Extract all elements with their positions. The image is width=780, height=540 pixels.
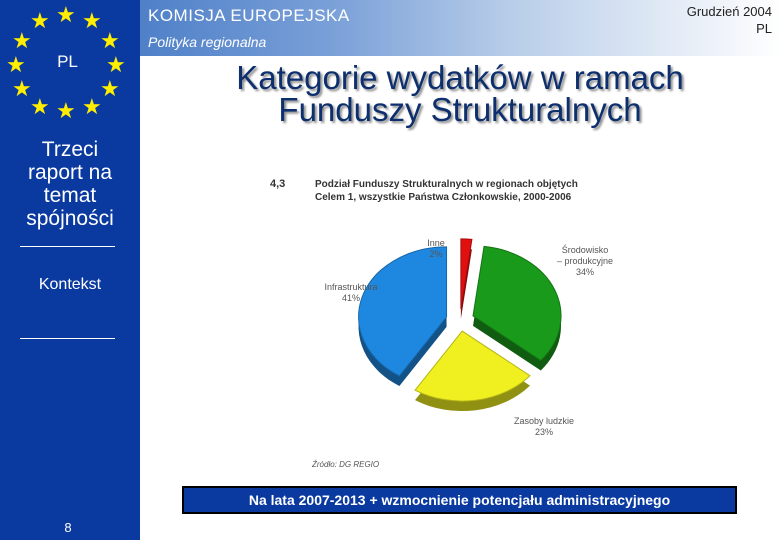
chart-title-line: Podział Funduszy Strukturalnych w regionach objętych [315,179,578,190]
sidebar [0,0,140,540]
slice-label-srodowisko [550,245,620,278]
slice-label-text: Inne [427,238,445,248]
report-title-line: spójności [26,207,114,230]
page-title [150,59,770,128]
pie-slice [461,239,472,309]
divider [20,246,115,247]
country-code: PL [57,52,78,71]
chart-source: Źródło: DG REGIO [312,460,380,469]
footer-banner: Na lata 2007-2013 + wzmocnienie potencjału administracyjnego [182,486,737,514]
star-icon: ★ [106,52,126,77]
star-icon: ★ [30,8,50,33]
star-icon: ★ [82,8,102,33]
pie-slice [473,246,561,360]
slice-label-zasoby [504,416,584,438]
header-banner [140,0,780,56]
page-title-line: Kategorie wydatków w ramach [236,59,684,96]
organization-name: KOMISJA EUROPEJSKA [148,6,350,25]
star-icon: ★ [12,28,32,53]
slice-label-text: Zasoby ludzkie [513,416,575,426]
slice-value-text: 2% [429,249,443,259]
slice-value-text: 34% [575,267,594,277]
star-icon: ★ [100,76,120,101]
report-title-line: temat [43,184,97,207]
report-title [0,138,140,230]
date-line: PL [756,21,772,36]
star-icon: ★ [6,52,26,77]
figure-number: 4,3 [270,178,286,190]
star-icon: ★ [30,94,50,119]
sidebar-item-kontekst[interactable]: Kontekst [38,276,102,293]
slice-label-infrastruktura [316,282,386,304]
chart-title-line: Celem 1, wszystkie Państwa Członkowskie, 2000-2006 [315,192,572,203]
star-icon: ★ [82,94,102,119]
star-icon: ★ [56,2,76,27]
star-icon: ★ [56,98,76,123]
pie-chart-figure [270,170,620,470]
slice-label-text: – produkcyjne [556,256,614,266]
slice-label-text: Infrastruktura [324,282,378,292]
slice-label-inne [418,238,454,260]
header-subtitle: Polityka regionalna [148,34,267,50]
slice-value-text: 23% [534,427,553,437]
star-icon: ★ [12,76,32,101]
page-title-line: Funduszy Strukturalnych [278,91,642,128]
slice-label-text: Środowisko [561,245,609,255]
date-line: Grudzień 2004 [686,4,772,19]
report-title-line: raport na [27,161,113,184]
star-icon: ★ [100,28,120,53]
date-label [687,3,772,37]
divider [20,338,115,339]
slice-value-text: 41% [341,293,360,303]
report-title-line: Trzeci [41,138,99,161]
page-number: 8 [64,520,72,535]
